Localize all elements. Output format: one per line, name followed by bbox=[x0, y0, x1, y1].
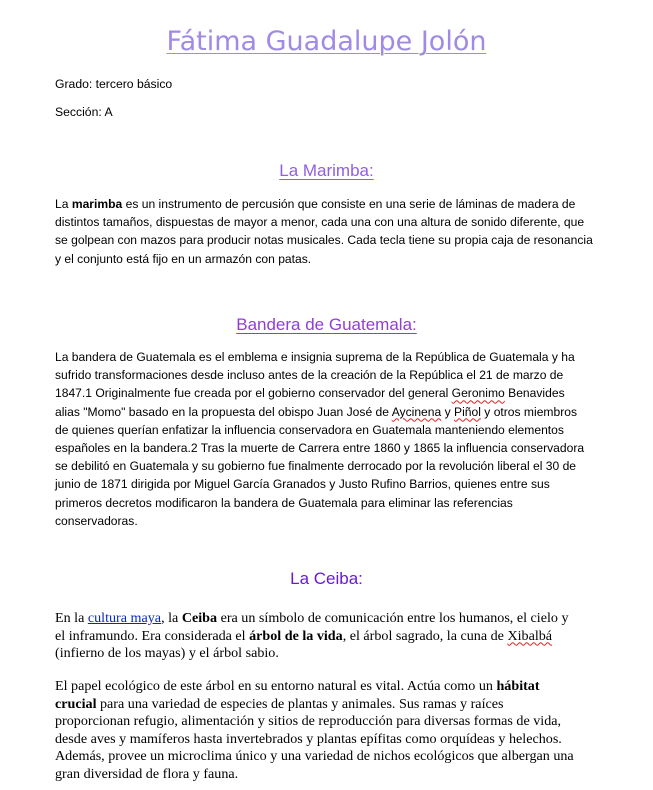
text-run: El papel ecológico de este árbol en su entorno natural es vital. Actúa como un bbox=[55, 678, 497, 694]
habitat-bold: hábitat bbox=[496, 678, 540, 694]
ceiba-p2-line-6: gran diversidad de flora y fauna. bbox=[55, 765, 239, 782]
ceiba-p2-line-1 bbox=[55, 678, 610, 696]
marimba-heading-text: La Marimba: bbox=[279, 161, 374, 180]
ceiba-p2-line-5: Además, provee un microclima único y una variedad de nichos ecológicos que albergan una bbox=[55, 748, 574, 764]
text-run: , el árbol sagrado, la cuna de bbox=[342, 627, 508, 644]
text-run: , la bbox=[161, 610, 182, 626]
grade-label: Grado: tercero básico bbox=[55, 77, 173, 91]
ceiba-p1-line-3: (infierno de los mayas) y el árbol sabio. bbox=[55, 645, 279, 661]
text-run: para una variedad de especies de plantas y animales. Sus ramas y raíces bbox=[96, 695, 504, 712]
text-run: era un símbolo de comunicación entre los humanos, el cielo y bbox=[217, 610, 569, 626]
document-title: Fátima Guadalupe Jolón bbox=[166, 26, 487, 57]
ceiba-p2-line-2 bbox=[55, 696, 610, 714]
spellcheck-word: Geronimo bbox=[451, 386, 505, 401]
bandera-line-6: españoles en la bandera.2 Tras la muerte de Carrera entre 1860 y 1865 la influencia conservadora bbox=[55, 441, 585, 456]
bandera-line-3 bbox=[55, 384, 605, 402]
ceiba-paragraph-2 bbox=[55, 678, 610, 783]
bandera-line-5: de quienes querían enfatizar la influencia conservadora en Guatemala manteniendo elementos bbox=[55, 422, 564, 437]
ceiba-heading bbox=[0, 569, 653, 589]
text-run: y bbox=[441, 404, 455, 419]
bandera-line-10: conservadoras. bbox=[55, 513, 138, 528]
crucial-bold: crucial bbox=[55, 695, 97, 712]
ceiba-p1-line-1 bbox=[55, 610, 610, 628]
arbol-vida-bold: árbol de la vida bbox=[249, 627, 343, 644]
bandera-heading bbox=[0, 315, 653, 335]
text-run: Benavides bbox=[504, 386, 565, 401]
bandera-heading-text: Bandera de Guatemala: bbox=[236, 315, 417, 334]
text-run: En la bbox=[55, 610, 88, 626]
text-run: alias "Momo" basado en la propuesta del obispo Juan José de bbox=[55, 404, 392, 419]
marimba-bold-term: marimba bbox=[71, 197, 123, 211]
spellcheck-word: Aycinena bbox=[391, 404, 442, 419]
bandera-line-1: La bandera de Guatemala es el emblema e insignia suprema de la República de Guatemala y ha bbox=[55, 350, 575, 364]
marimba-line-3: se golpean con mazos para producir notas musicales. Cada tecla tiene su propia caja de resonancia bbox=[55, 233, 593, 248]
cultura-maya-link[interactable]: cultura maya bbox=[87, 610, 162, 626]
ceiba-bold-term: Ceiba bbox=[181, 610, 218, 626]
text-run: 1847.1 Originalmente fue creada por el gobierno conservador del general bbox=[55, 386, 452, 401]
marimba-paragraph bbox=[55, 195, 605, 268]
section-label: Sección: A bbox=[55, 105, 113, 119]
spellcheck-word: Xibalbá bbox=[507, 627, 553, 644]
text-run: La bbox=[55, 197, 72, 211]
spellcheck-word: Piñol bbox=[454, 404, 481, 419]
bandera-paragraph bbox=[55, 348, 605, 530]
text-run: y otros miembros bbox=[480, 404, 578, 419]
ceiba-p2-line-3: proporcionan refugio, alimentación y sitios de reproducción para diversas formas de vida, bbox=[55, 713, 562, 729]
bandera-line-7: se debilitó en Guatemala y su gobierno fue finalmente derrocado por la revolución liberal el 30 de bbox=[55, 459, 577, 474]
ceiba-paragraph-1 bbox=[55, 610, 610, 663]
bandera-line-2: sufrido transformaciones desde incluso antes de la creación de la República el 21 de marzo de bbox=[55, 368, 564, 383]
bandera-line-8: junio de 1871 dirigida por Miguel García Granados y Justo Rufino Barrios, quienes entre sus bbox=[55, 477, 550, 492]
marimba-heading bbox=[0, 161, 653, 181]
text-run: es un instrumento de percusión que consiste en una serie de láminas de madera de bbox=[122, 197, 576, 211]
ceiba-p2-line-4: desde aves y mamíferos hasta invertebrados y plantas epífitas como orquídeas y helechos. bbox=[55, 730, 562, 747]
bandera-line-9: primeros decretos modificaron la bandera de Guatemala para eliminar las referencias bbox=[55, 495, 513, 510]
marimba-line-4: y el conjunto está fijo en un armazón con patas. bbox=[55, 251, 312, 266]
text-run: el inframundo. Era considerada el bbox=[55, 627, 250, 644]
marimba-line-2: distintos tamaños, dispuestas de mayor a menor, cada una con una altura de sonido diferente, que bbox=[55, 215, 585, 230]
ceiba-p1-line-2 bbox=[55, 628, 610, 646]
marimba-line-1 bbox=[55, 195, 605, 213]
bandera-line-4 bbox=[55, 403, 605, 421]
ceiba-heading-text: La Ceiba: bbox=[290, 569, 363, 588]
